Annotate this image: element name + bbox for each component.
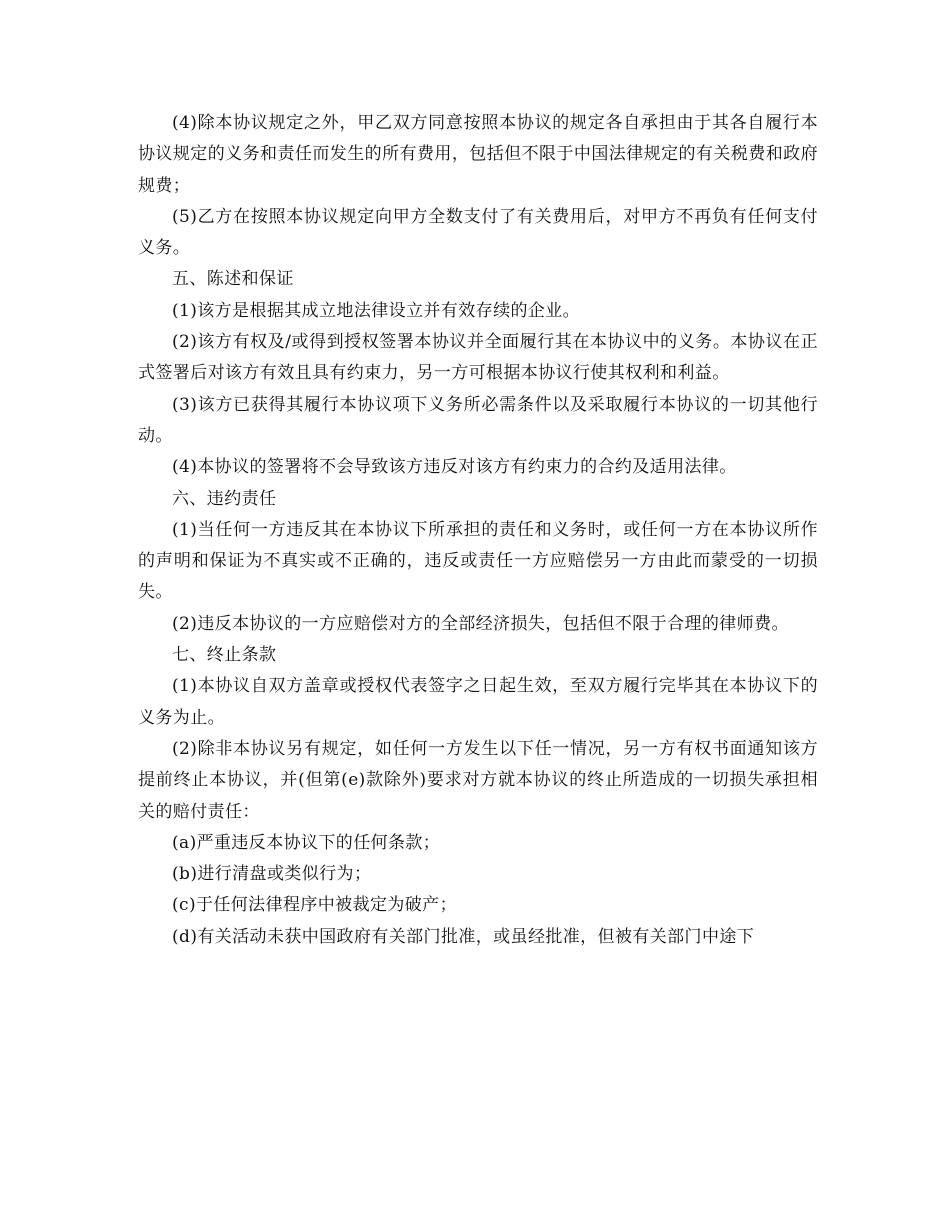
document-body: [138, 108, 818, 953]
representation-3: (3)该方已获得其履行本协议项下义务所必需条件以及采取履行本协议的一切其他行动。: [138, 394, 818, 446]
termination-item-b: (b)进行清盘或类似行为；: [172, 864, 372, 885]
section-heading-representations: 五、陈述和保证: [172, 269, 294, 290]
liability-2: (2)违反本协议的一方应赔偿对方的全部经济损失，包括但不限于合理的律师费。: [172, 613, 789, 634]
termination-item-c: (c)于任何法律程序中被裁定为破产；: [172, 895, 457, 916]
section-heading-termination: 七、终止条款: [172, 645, 277, 666]
clause-5-payment: (5)乙方在按照本协议规定向甲方全数支付了有关费用后，对甲方不再负有任何支付义务。: [138, 206, 818, 259]
termination-2: (2)除非本协议另有规定，如任何一方发生以下任一情况，另一方有权书面通知该方提前终止本协议，并(但第(e)款除外)要求对方就本协议的终止所造成的一切损失承担相关的赔付责任：: [138, 738, 818, 822]
clause-4-expenses: (4)除本协议规定之外，甲乙双方同意按照本协议的规定各自承担由于其各自履行本协议规定的义务和责任而发生的所有费用，包括但不限于中国法律规定的有关税费和政府规费；: [138, 113, 818, 196]
termination-1: (1)本协议自双方盖章或授权代表签字之日起生效，至双方履行完毕其在本协议下的义务为止。: [138, 676, 818, 728]
section-heading-liability: 六、违约责任: [172, 488, 277, 509]
termination-item-d: (d)有关活动未获中国政府有关部门批准，或虽经批准，但被有关部门中途下: [172, 926, 755, 947]
termination-item-a: (a)严重违反本协议下的任何条款；: [172, 832, 441, 853]
representation-2: (2)该方有权及/或得到授权签署本协议并全面履行其在本协议中的义务。本协议在正式签署后对该方有效且具有约束力，另一方可根据本协议行使其权利和利益。: [138, 332, 818, 384]
representation-4: (4)本协议的签署将不会导致该方违反对该方有约束力的合约及适用法律。: [172, 457, 737, 478]
liability-1: (1)当任何一方违反其在本协议下所承担的责任和义务时，或任何一方在本协议所作的声明和保证为不真实或不正确的，违反或责任一方应赔偿另一方由此而蒙受的一切损失。: [138, 519, 818, 603]
representation-1: (1)该方是根据其成立地法律设立并有效存续的企业。: [172, 300, 581, 321]
